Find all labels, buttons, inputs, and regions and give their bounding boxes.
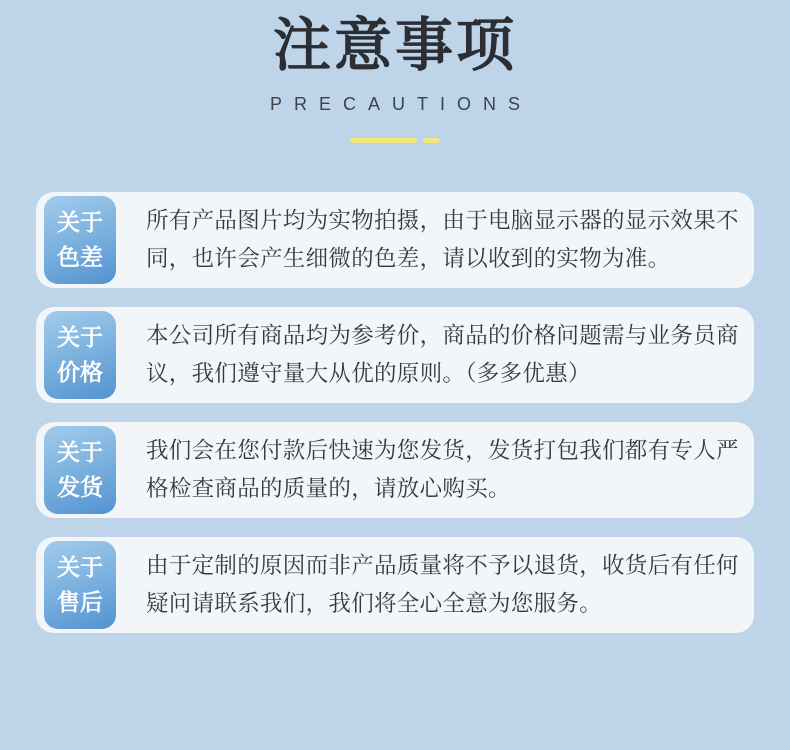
card-text: 本公司所有商品均为参考价，商品的价格问题需与业务员商议，我们遵守量大从优的原则。（多多优惠） [146,323,739,386]
accent-underline [0,138,790,143]
card-tag-line1: 关于 [57,554,103,580]
notice-card-price [36,307,754,403]
card-tag-line2: 发货 [57,474,103,500]
card-tag [44,311,116,399]
page-subtitle: PRECAUTIONS [269,94,533,114]
accent-bar-long [350,138,417,143]
notice-card-after-sales [36,537,754,633]
notice-card-list [36,192,754,633]
card-tag [44,196,116,284]
card-tag-line1: 关于 [57,209,103,235]
card-tag-line1: 关于 [57,324,103,350]
accent-bar-short [423,138,440,143]
card-tag-line2: 售后 [57,589,103,615]
notice-card-shipping [36,422,754,518]
section-header [0,14,790,143]
card-tag [44,426,116,514]
precautions-section [0,14,790,750]
notice-card-color-difference [36,192,754,288]
page-title: 注意事项 [272,13,517,78]
card-tag-line2: 价格 [57,359,103,385]
card-tag [44,541,116,629]
card-tag-line2: 色差 [57,244,103,270]
card-text: 我们会在您付款后快速为您发货，发货打包我们都有专人严格检查商品的质量的，请放心购买。 [146,438,739,501]
card-tag-line1: 关于 [57,439,103,465]
card-text: 由于定制的原因而非产品质量将不予以退货，收货后有任何疑问请联系我们，我们将全心全意为您服务。 [146,553,739,616]
card-text: 所有产品图片均为实物拍摄，由于电脑显示器的显示效果不同，也许会产生细微的色差，请以收到的实物为准。 [146,208,739,271]
